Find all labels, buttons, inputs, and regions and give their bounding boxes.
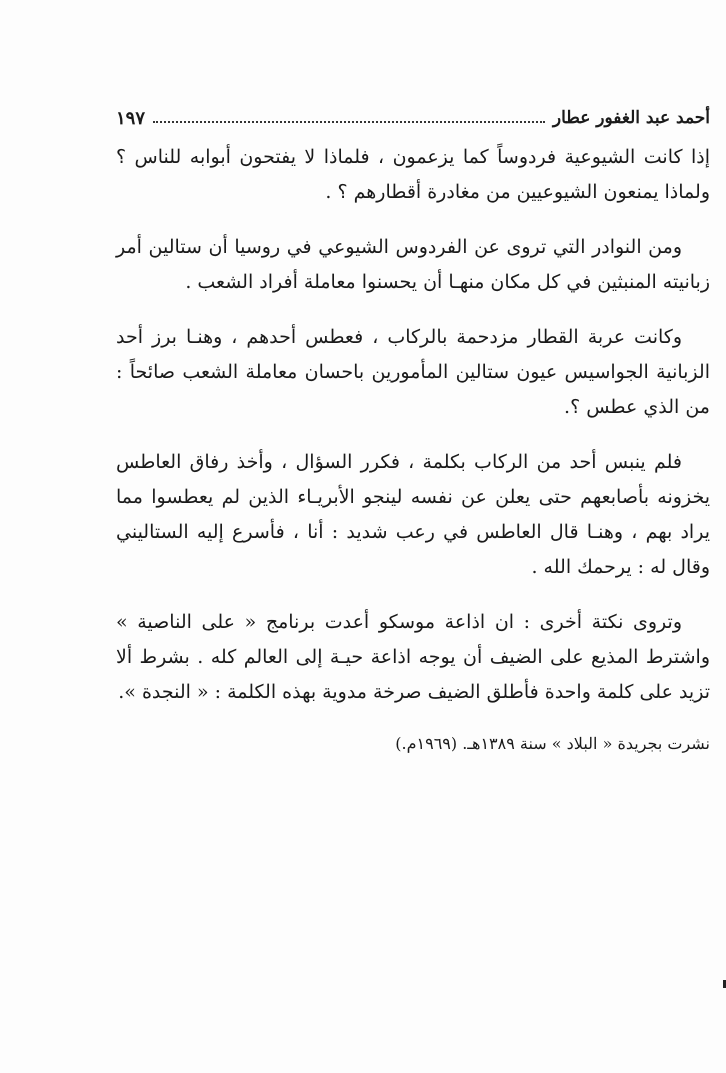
paragraph: فلم ينبس أحد من الركاب بكلمة ، فكرر السؤال ، وأخذ رفاق العاطس يخزونه بأصابعهم حتى يعلن عن نفسه لينجو الأبريـاء الذين لم يعطسوا مما يراد بهم ، وهنـا قال العاطس في رعب شديد : أنا ، فأسرع إليه الستاليني وقال له : يرحمك الله . (116, 451, 710, 578)
page-number: ١٩٧ (116, 107, 146, 129)
leader-dots (153, 121, 545, 123)
paragraph: وكانت عربة القطار مزدحمة بالركاب ، فعطس أحدهم ، وهنـا برز أحد الزبانية الجواسيس عيون ستالين المأمورين باحسان معاملة الشعب صائحاً : من الذي عطس ؟. (116, 326, 710, 418)
paragraph: ومن النوادر التي تروى عن الفردوس الشيوعي في روسيا أن ستالين أمر زبانيته المنبثين في كل مكان منهـا أن يحسنوا معاملة أفراد الشعب . (116, 236, 710, 293)
paragraph: إذا كانت الشيوعية فردوساً كما يزعمون ، فلماذا لا يفتحون أبوابه للناس ؟ ولماذا يمنعون الشيوعيين من مغادرة أقطارهم ؟ . (116, 146, 710, 203)
running-title: أحمد عبد الغفور عطار (552, 108, 710, 128)
publication-note: نشرت بجريدة « البلاد » سنة ١٣٨٩هـ. (١٩٦٩م.) (395, 734, 710, 753)
running-header (116, 104, 710, 132)
body-text (116, 140, 710, 730)
paragraph: وتروى نكتة أخرى : ان اذاعة موسكو أعدت برنامج « على الناصية » واشترط المذيع على الضيف أن يوجه اذاعة حيـة إلى العالم كله . بشرط ألا تزيد على كلمة واحدة فأطلق الضيف صرخة مدوية بهذه الكلمة : « النجدة ». (116, 611, 710, 703)
